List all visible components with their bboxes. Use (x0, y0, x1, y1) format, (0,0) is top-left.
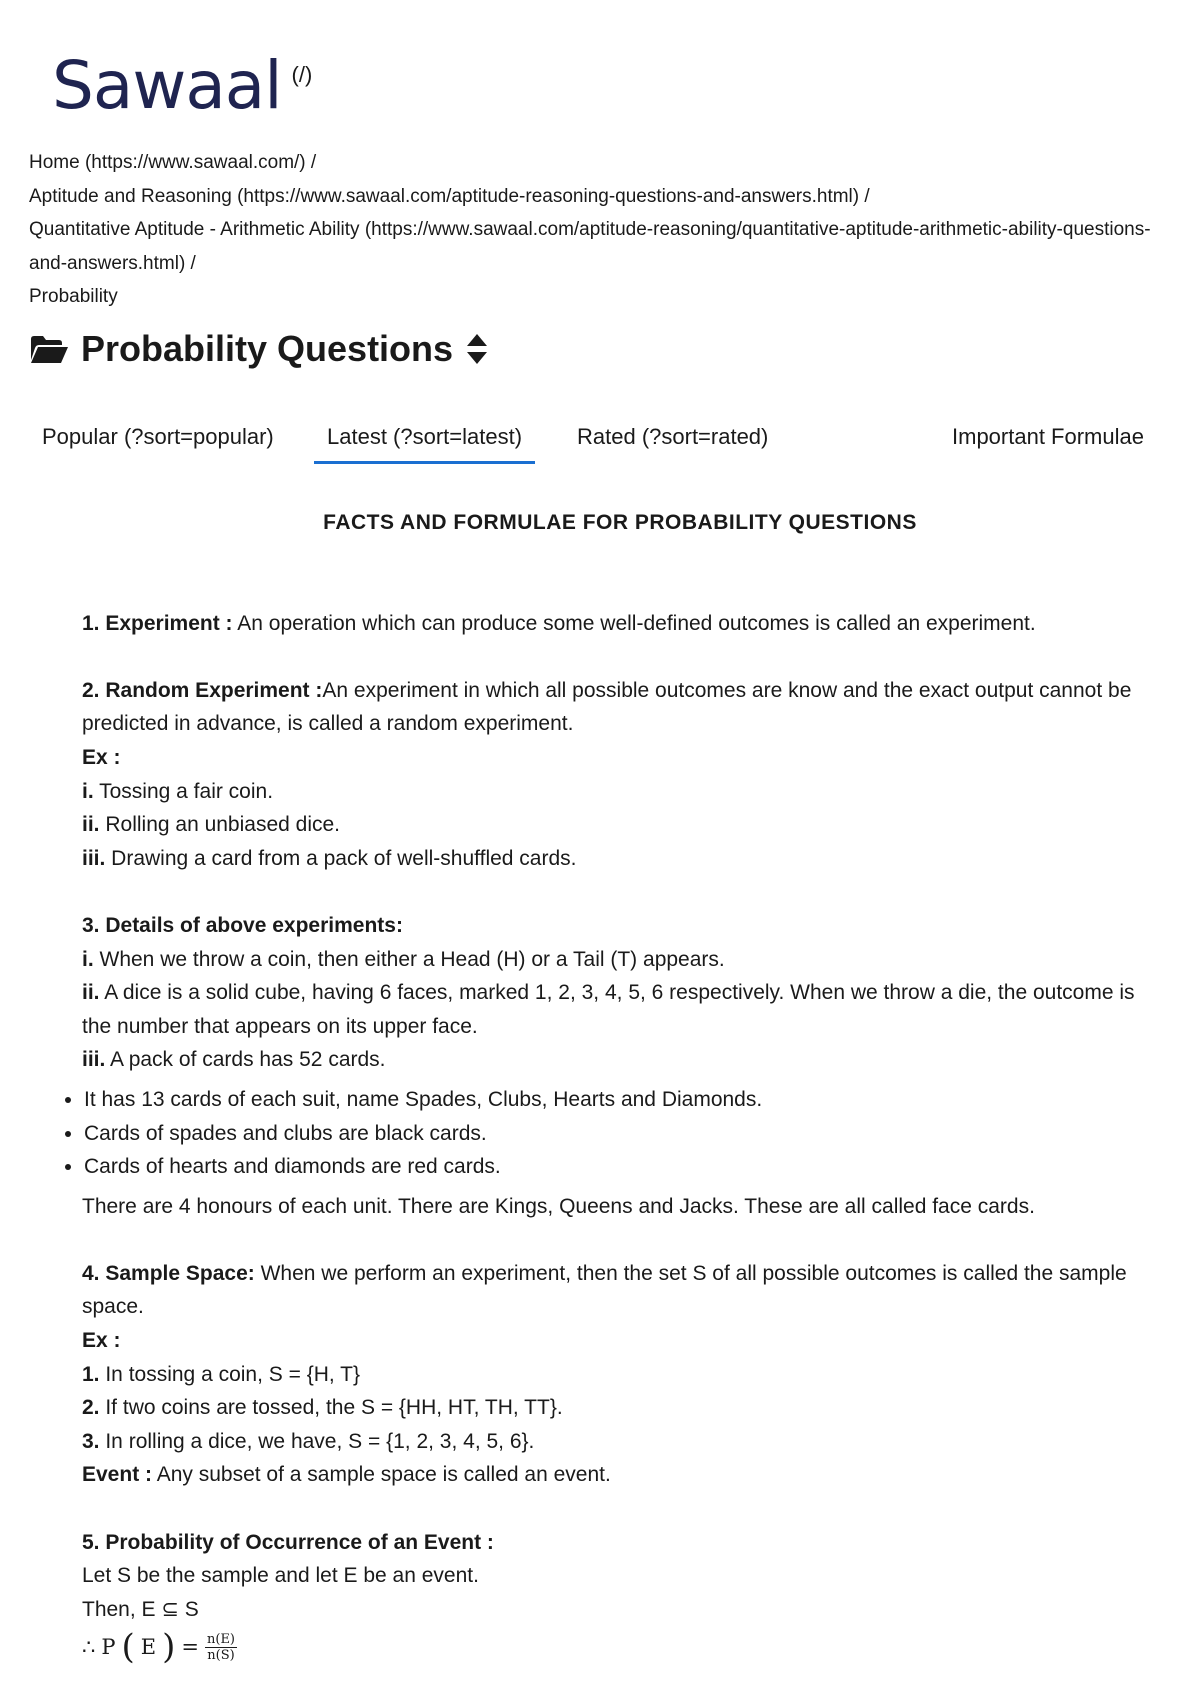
bullet-item: • Cards of hearts and diamonds are red cards. (84, 1150, 1142, 1184)
logo-text[interactable]: Sawaal (52, 47, 282, 124)
section-sample-space: 4. Sample Space: When we perform an experiment, then the set S of all possible outcomes is called the sample space. (82, 1261, 1127, 1319)
bullet-item: • It has 13 cards of each suit, name Spades, Clubs, Hearts and Diamonds. (84, 1083, 1142, 1117)
list-item: iii. Drawing a card from a pack of well-shuffled cards. (82, 846, 577, 870)
bullet-item: • Cards of spades and clubs are black cards. (84, 1117, 1142, 1151)
site-logo[interactable] (52, 44, 312, 128)
fraction-denominator: n(S) (207, 1647, 235, 1663)
example-label: Ex : (82, 745, 121, 769)
tab-rated[interactable]: Rated (?sort=rated) (577, 424, 769, 449)
list-item: ii. A dice is a solid cube, having 6 faces, marked 1, 2, 3, 4, 5, 6 respectively. When we throw a die, the outcome is the number that appears on its upper face. (82, 981, 1135, 1038)
card-facts-list (64, 1083, 1142, 1184)
formula-equals: = (181, 1634, 199, 1659)
list-item: ii. Rolling an unbiased dice. (82, 813, 341, 837)
breadcrumb-item-quantitative[interactable]: Quantitative Aptitude - Arithmetic Ability (https://www.sawaal.com/aptitude-reasoning/quantitative-aptitude-arithmetic-ability-questions-and-answers.html) / (29, 219, 1151, 274)
formulae-content (82, 506, 1142, 1668)
spacer (82, 540, 1142, 607)
sort-icon[interactable] (465, 332, 489, 366)
page-heading (29, 328, 489, 370)
content-title: FACTS AND FORMULAE FOR PROBABILITY QUESTIONS (323, 511, 917, 534)
breadcrumb-item-current: Probability (29, 286, 118, 308)
section-probability-heading: 5. Probability of Occurrence of an Event : (82, 1530, 494, 1554)
list-item: i. When we throw a coin, then either a Head (H) or a Tail (T) appears. (82, 947, 725, 971)
paren-close: ) (162, 1627, 176, 1668)
tab-latest[interactable]: Latest (?sort=latest) (314, 418, 535, 464)
probability-formula (82, 1627, 1142, 1668)
spacer (82, 1492, 1142, 1526)
fraction-numerator: n(E) (207, 1631, 236, 1647)
tab-popular[interactable]: Popular (?sort=popular) (42, 424, 274, 449)
therefore-symbol: ∴ (82, 1634, 96, 1659)
honours-note: There are 4 honours of each unit. There are Kings, Queens and Jacks. These are all called face cards. (82, 1194, 1035, 1218)
breadcrumb-item-aptitude[interactable]: Aptitude and Reasoning (https://www.sawaal.com/aptitude-reasoning-questions-and-answers.html) / (29, 185, 870, 207)
fraction (205, 1632, 237, 1663)
breadcrumb-item-home[interactable]: Home (https://www.sawaal.com/) / (29, 152, 317, 173)
list-item: iii. A pack of cards has 52 cards. (82, 1048, 386, 1072)
example-label: Ex : (82, 1329, 121, 1353)
spacer (82, 875, 1142, 909)
folder-open-icon (29, 333, 69, 365)
probability-line: Let S be the sample and let E be an event. (82, 1564, 479, 1588)
page-title: Probability Questions (81, 328, 454, 369)
section-details-heading: 3. Details of above experiments: (82, 913, 403, 937)
event-definition: Event : Any subset of a sample space is called an event. (82, 1463, 611, 1487)
section-experiment: 1. Experiment : An operation which can produce some well-defined outcomes is called an experiment. (82, 611, 1036, 635)
spacer (82, 1223, 1142, 1257)
list-item: 2. If two coins are tossed, the S = {HH, HT, TH, TT}. (82, 1396, 563, 1420)
probability-line: Then, E ⊆ S (82, 1597, 199, 1621)
formula-p: P (101, 1634, 116, 1659)
formula-e: E (140, 1634, 157, 1659)
logo-link-url[interactable]: (/) (291, 62, 313, 87)
tab-important-formulae[interactable]: Important Formulae (952, 424, 1144, 449)
list-item: 1. In tossing a coin, S = {H, T} (82, 1362, 361, 1386)
sort-tabs (29, 418, 1169, 466)
paren-open: ( (121, 1627, 135, 1668)
section-random-experiment: 2. Random Experiment :An experiment in which all possible outcomes are know and the exact output cannot be predicted in advance, is called a random experiment. (82, 678, 1132, 736)
spacer (82, 640, 1142, 674)
list-item: i. Tossing a fair coin. (82, 779, 274, 803)
breadcrumb (29, 146, 1169, 314)
list-item: 3. In rolling a dice, we have, S = {1, 2, 3, 4, 5, 6}. (82, 1429, 535, 1453)
